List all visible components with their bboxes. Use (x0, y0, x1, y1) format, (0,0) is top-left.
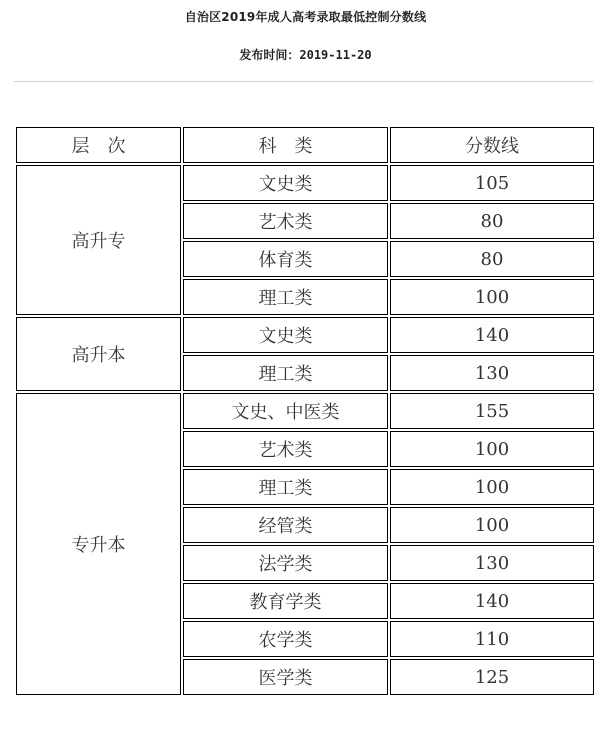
publish-info (0, 46, 611, 63)
table-row (16, 165, 594, 201)
subject-cell: 文史类 (183, 165, 388, 201)
subject-cell: 理工类 (183, 355, 388, 391)
level-cell: 专升本 (16, 393, 181, 695)
subject-cell: 农学类 (183, 621, 388, 657)
divider (14, 81, 593, 82)
score-cell: 80 (390, 241, 594, 277)
subject-cell: 理工类 (183, 279, 388, 315)
score-cell: 130 (390, 355, 594, 391)
subject-cell: 医学类 (183, 659, 388, 695)
score-cell: 155 (390, 393, 594, 429)
subject-cell: 文史类 (183, 317, 388, 353)
subject-cell: 法学类 (183, 545, 388, 581)
table-header-row (16, 127, 594, 163)
level-cell: 高升专 (16, 165, 181, 315)
level-cell: 高升本 (16, 317, 181, 391)
score-cell: 140 (390, 583, 594, 619)
score-cell: 100 (390, 507, 594, 543)
subject-cell: 教育学类 (183, 583, 388, 619)
subject-cell: 文史、中医类 (183, 393, 388, 429)
header-subject: 科 类 (183, 127, 388, 163)
score-cell: 125 (390, 659, 594, 695)
header-level: 层 次 (16, 127, 181, 163)
subject-cell: 理工类 (183, 469, 388, 505)
score-cell: 100 (390, 431, 594, 467)
score-table (14, 125, 596, 697)
score-cell: 80 (390, 203, 594, 239)
score-cell: 100 (390, 279, 594, 315)
subject-cell: 经管类 (183, 507, 388, 543)
subject-cell: 艺术类 (183, 203, 388, 239)
page-title: 自治区2019年成人高考录取最低控制分数线 (184, 10, 427, 24)
subject-cell: 体育类 (183, 241, 388, 277)
table-row (16, 393, 594, 429)
subject-cell: 艺术类 (183, 431, 388, 467)
header-score: 分数线 (390, 127, 594, 163)
score-cell: 110 (390, 621, 594, 657)
score-cell: 100 (390, 469, 594, 505)
score-cell: 130 (390, 545, 594, 581)
publish-label: 发布时间： (239, 48, 300, 62)
publish-date: 2019-11-20 (299, 48, 372, 62)
score-cell: 140 (390, 317, 594, 353)
table-row (16, 317, 594, 353)
score-cell: 105 (390, 165, 594, 201)
